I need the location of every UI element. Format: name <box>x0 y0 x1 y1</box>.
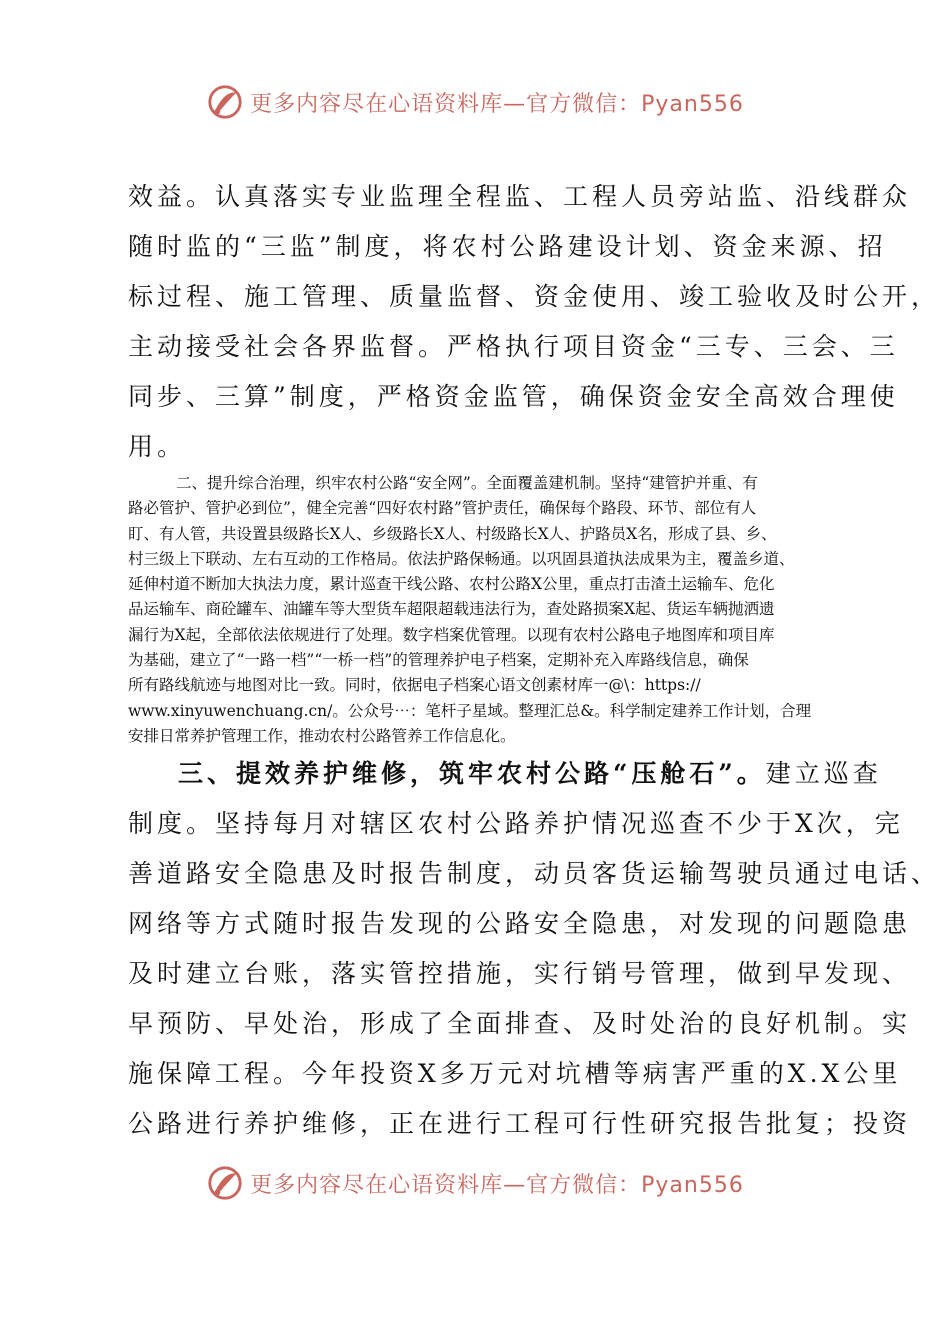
text-line: 公路进行养护维修，正在进行工程可行性研究报告批复；投资 <box>128 1109 912 1138</box>
header-banner-text: 更多内容尽在心语资料库—官方微信：Pyan556 <box>250 91 744 117</box>
text-line: 及时建立台账，落实管控措施，实行销号管理，做到早发现、 <box>128 959 912 988</box>
brush-logo-icon <box>206 1164 244 1202</box>
text-line: 路必管护、管护必到位”，健全完善“四好农村路”管护责任，确保每个路段、环节、部位有人 <box>128 499 757 518</box>
text-line: 延伸村道不断加大执法力度，累计巡查干线公路、农村公路X公里，重点打击渣土运输车、危化 <box>128 575 775 594</box>
heading-continuation: 建立巡查 <box>765 759 882 788</box>
text-line: 早预防、早处治，形成了全面排查、及时处治的良好机制。实 <box>128 1009 912 1038</box>
text-line: 为基础，建立了“一路一档”“一桥一档”的管理养护电子档案，定期补充入库路线信息，确保 <box>128 651 749 670</box>
section-heading: 三、提效养护维修，筑牢农村公路“压舱石”。 <box>178 759 766 788</box>
text-line: 同步、三算”制度，严格资金监管，确保资金安全高效合理使 <box>128 382 899 411</box>
brush-logo-icon <box>206 83 244 121</box>
text-line: 网络等方式随时报告发现的公路安全隐患，对发现的问题隐患 <box>128 909 912 938</box>
text-line: 随时监的“三监”制度，将农村公路建设计划、资金来源、招 <box>128 232 887 261</box>
text-line <box>128 749 882 799</box>
text-line: 制度。坚持每月对辖区农村公路养护情况巡查不少于X次，完 <box>128 809 904 838</box>
text-line: 效益。认真落实专业监理全程监、工程人员旁站监、沿线群众 <box>128 182 912 211</box>
paragraph-2 <box>128 471 833 749</box>
text-line: 品运输车、商砼罐车、油罐车等大型货车超限超载违法行为，查处路损案X起、货运车辆抛洒遗 <box>128 600 775 619</box>
header-banner <box>0 82 950 122</box>
text-line: www.xinyuwenchuang.cn/。公众号⋯：笔杆子星域。整理汇总&。科学制定建养工作计划，合理 <box>128 701 812 720</box>
text-line: 施保障工程。今年投资X多万元对坑槽等病害严重的X.X公里 <box>128 1059 902 1088</box>
paragraph-3 <box>128 749 941 1149</box>
paragraph-1 <box>128 172 941 472</box>
text-line: 主动接受社会各界监督。严格执行项目资金“三专、三会、三 <box>128 332 899 361</box>
text-line: 善道路安全隐患及时报告制度，动员客货运输驾驶员通过电话、 <box>128 859 941 888</box>
text-line: 村三级上下联动、左右互动的工作格局。依法护路保畅通。以巩固县道执法成果为主，覆盖乡道、 <box>128 549 795 568</box>
text-line: 所有路线航迹与地图对比一致。同时，依据电子档案心语文创素材库一@\：https:// <box>128 676 701 695</box>
footer-banner-text: 更多内容尽在心语资料库—官方微信：Pyan556 <box>250 1172 744 1198</box>
text-line: 用。 <box>128 432 187 461</box>
text-line: 安排日常养护管理工作，推动农村公路管养工作信息化。 <box>128 726 516 745</box>
footer-banner <box>0 1163 950 1203</box>
text-line: 标过程、施工管理、质量监督、资金使用、竣工验收及时公开， <box>128 282 941 311</box>
text-line: 盯、有人管，共设置县级路长X人、乡级路长X人、村级路长X人、护路员X名，形成了县、乡、 <box>128 524 777 543</box>
text-line: 漏行为X起，全部依法依规进行了处理。数字档案优管理。以现有农村公路电子地图库和项目库 <box>128 625 775 644</box>
text-line: 二、提升综合治理，织牢农村公路“安全网”。全面覆盖建机制。坚持“建管护并重、有 <box>176 474 758 492</box>
